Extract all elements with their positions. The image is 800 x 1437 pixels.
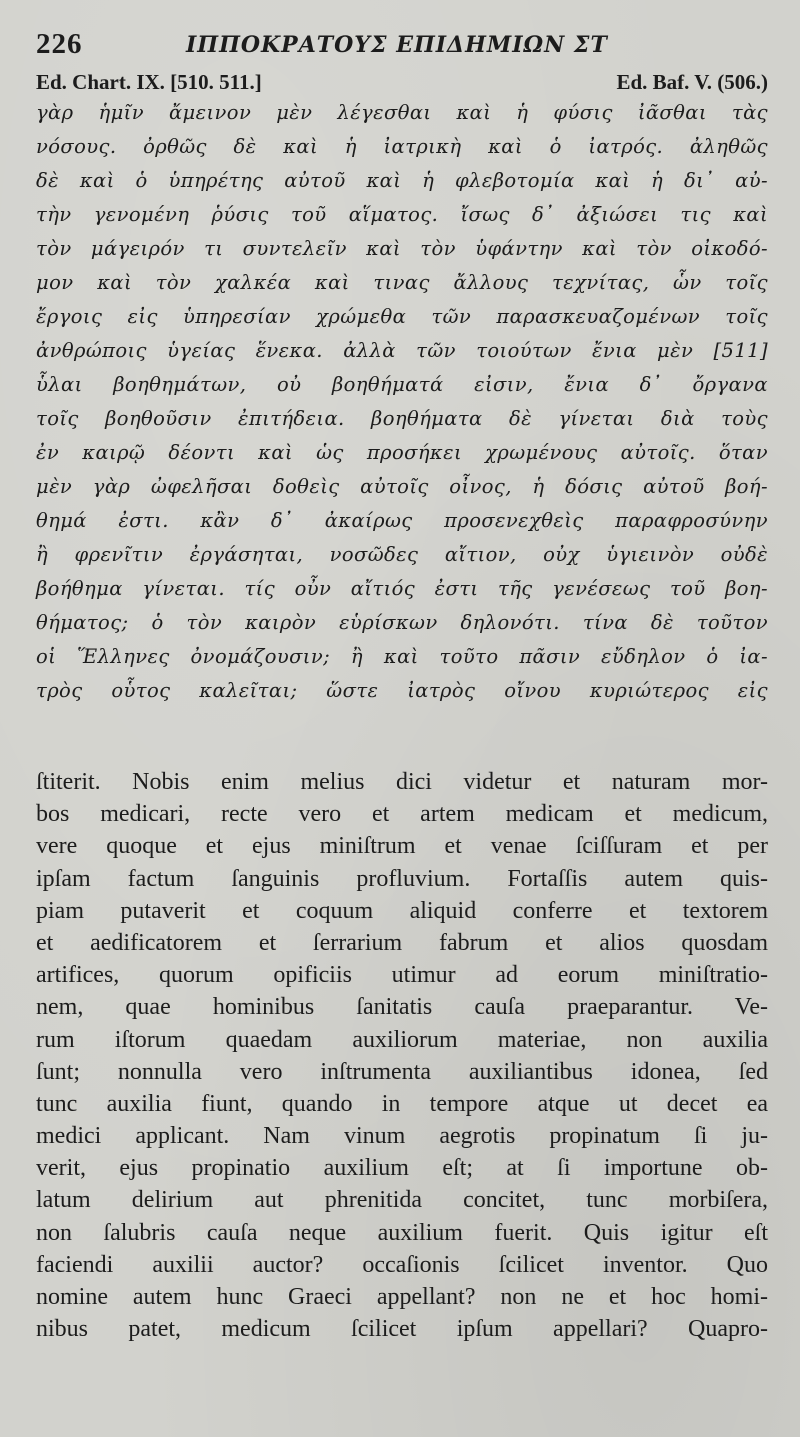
page-number: 226 bbox=[36, 28, 83, 60]
latin-line: bos medicari, recte vero et artem medicam et medicum, bbox=[36, 801, 768, 828]
greek-text-block bbox=[36, 96, 768, 708]
greek-line: τὴν γενομένη ῥύσις τοῦ αἵματος. ἴσως δ᾿ ἀξιώσει τις καὶ bbox=[36, 203, 768, 226]
edition-reference-chartier: Ed. Chart. IX. [510. 511.] bbox=[36, 70, 262, 94]
greek-line: τρὸς οὗτος καλεῖται; ὥστε ἰατρὸς οἴνου κυριώτερος εἰς bbox=[36, 679, 768, 702]
latin-line: nomine autem hunc Graeci appellant? non ne et hoc homi- bbox=[36, 1284, 768, 1310]
greek-line: ἔργοις εἰς ὑπηρεσίαν χρώμεθα τῶν παρασκευαζομένων τοῖς bbox=[36, 305, 768, 328]
latin-line: verit, ejus propinatio auxilium eſt; at ſi importune ob- bbox=[36, 1155, 768, 1182]
greek-line: μον καὶ τὸν χαλκέα καὶ τινας ἄλλους τεχνίτας, ὧν τοῖς bbox=[36, 271, 768, 294]
greek-line: γὰρ ἡμῖν ἄμεινον μὲν λέγεσθαι καὶ ἡ φύσις ἰᾶσθαι τὰς bbox=[36, 101, 768, 124]
running-title: ΙΠΠΟΚΡΑΤΟΥΣ ΕΠΙΔΗΜΙΩΝ ΣΤ bbox=[186, 32, 608, 58]
latin-line: tunc auxilia fiunt, quando in tempore atque ut decet ea bbox=[36, 1090, 768, 1117]
greek-line: τὸν μάγειρόν τι συντελεῖν καὶ τὸν ὑφάντην καὶ τὸν οἰκοδό- bbox=[36, 237, 768, 260]
latin-line: faciendi auxilii auctor? occaſionis ſcilicet inventor. Quo bbox=[36, 1251, 768, 1278]
greek-line: τοῖς βοηθοῦσιν ἐπιτήδεια. βοηθήματα δὲ γίνεται διὰ τοὺς bbox=[36, 407, 768, 430]
greek-line: ἐν καιρῷ δέοντι καὶ ὡς προσήκει χρωμένους αὐτοῖς. ὅταν bbox=[36, 441, 768, 464]
latin-line: piam putaverit et coquum aliquid conferre et textorem bbox=[36, 897, 768, 924]
latin-line: ipſam factum ſanguinis profluvium. Fortaſſis autem quis- bbox=[36, 865, 768, 892]
greek-line: ὗλαι βοηθημάτων, οὐ βοηθήματά εἰσιν, ἔνια δ᾿ ὄργανα bbox=[36, 373, 768, 396]
greek-line: θήματος; ὁ τὸν καιρὸν εὑρίσκων δηλονότι. τίνα δὲ τοῦτον bbox=[36, 611, 768, 634]
latin-line: nem, quae hominibus ſanitatis cauſa praeparantur. Ve- bbox=[36, 994, 768, 1021]
latin-line: non ſalubris cauſa neque auxilium fuerit. Quis igitur eſt bbox=[36, 1219, 768, 1246]
greek-line: νόσους. ὀρθῶς δὲ καὶ ἡ ἰατρικὴ καὶ ὁ ἰατρός. ἀληθῶς bbox=[36, 135, 768, 158]
latin-line: artifices, quorum opificiis utimur ad eorum miniſtratio- bbox=[36, 962, 768, 989]
page-header bbox=[36, 28, 766, 62]
latin-text-block bbox=[36, 766, 768, 1345]
latin-line: ſunt; nonnulla vero inſtrumenta auxiliantibus idonea, ſed bbox=[36, 1058, 768, 1085]
greek-line: ἀνθρώποις ὑγείας ἕνεκα. ἀλλὰ τῶν τοιούτων ἔνια μὲν [511] bbox=[36, 339, 768, 362]
latin-line: vere quoque et ejus miniſtrum et venae ſciſſuram et per bbox=[36, 833, 768, 860]
latin-line: et aedificatorem et ſerrarium fabrum et alios quosdam bbox=[36, 929, 768, 956]
greek-line: οἱ Ἕλληνες ὀνομάζουσιν; ἢ καὶ τοῦτο πᾶσιν εὔδηλον ὁ ἰα- bbox=[36, 645, 768, 668]
latin-line: medici applicant. Nam vinum aegrotis propinatum ſi ju- bbox=[36, 1123, 768, 1150]
greek-line: θημά ἐστι. κἂν δ᾿ ἀκαίρως προσενεχθεὶς παραφροσύνην bbox=[36, 509, 768, 532]
greek-line: βοήθημα γίνεται. τίς οὖν αἴτιός ἐστι τῆς γενέσεως τοῦ βοη- bbox=[36, 577, 768, 600]
greek-line: ἢ φρενῖτιν ἐργάσηται, νοσῶδες αἴτιον, οὐχ ὑγιεινὸν οὐδὲ bbox=[36, 543, 768, 566]
greek-line: δὲ καὶ ὁ ὑπηρέτης αὐτοῦ καὶ ἡ φλεβοτομία καὶ ἡ δι᾿ αὐ- bbox=[36, 169, 768, 192]
latin-line: nibus patet, medicum ſcilicet ipſum appellari? Quapro- bbox=[36, 1316, 768, 1343]
edition-reference-line bbox=[36, 70, 768, 96]
edition-reference-basel: Ed. Baf. V. (506.) bbox=[616, 70, 768, 94]
latin-line: ſtiterit. Nobis enim melius dici videtur et naturam mor- bbox=[36, 769, 768, 795]
latin-line: latum delirium aut phrenitida concitet, tunc morbiſera, bbox=[36, 1187, 768, 1214]
greek-line: μὲν γὰρ ὠφελῆσαι δοθεὶς αὐτοῖς οἶνος, ἡ δόσις αὐτοῦ βοή- bbox=[36, 475, 768, 498]
latin-line: rum iſtorum quaedam auxiliorum materiae, non auxilia bbox=[36, 1026, 768, 1053]
